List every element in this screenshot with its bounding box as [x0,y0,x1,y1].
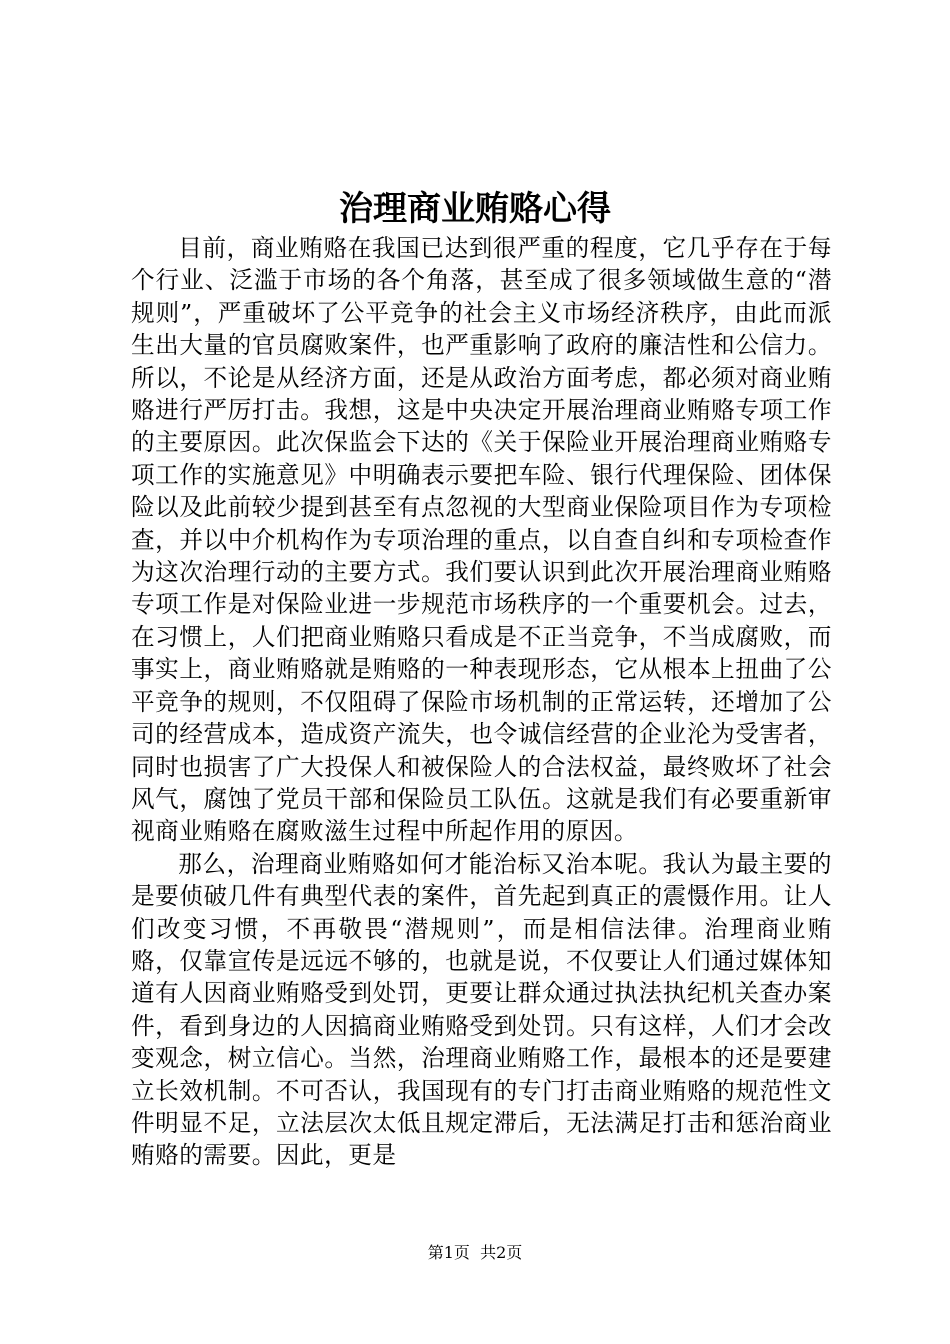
paragraph-1: 目前，商业贿赂在我国已达到很严重的程度，它几乎存在于每个行业、泛滥于市场的各个角落，甚至成了很多领域做生意的“潜规则”，严重破坏了公平竞争的社会主义市场经济秩序，由此而派生出大量的官员腐败案件，也严重影响了政府的廉洁性和公信力。所以，不论是从经济方面，还是从政治方面考虑，都必须对商业贿赂进行严厉打击。我想，这是中央决定开展治理商业贿赂专项工作的主要原因。此次保监会下达的《关于保险业开展治理商业贿赂专项工作的实施意见》中明确表示要把车险、银行代理保险、团体保险以及此前较少提到甚至有点忽视的大型商业保险项目作为专项检查，并以中介机构作为专项治理的重点，以自查自纠和专项检查作为这次治理行动的主要方式。我们要认识到此次开展治理商业贿赂专项工作是对保险业进一步规范市场秩序的一个重要机会。过去，在习惯上，人们把商业贿赂只看成是不正当竞争，不当成腐败，而事实上，商业贿赂就是贿赂的一种表现形态，它从根本上扭曲了公平竞争的规则，不仅阻碍了保险市场机制的正常运转，还增加了公司的经营成本，造成资产流失，也令诚信经营的企业沦为受害者，同时也损害了广大投保人和被保险人的合法权益，最终败坏了社会风气，腐蚀了党员干部和保险员工队伍。这就是我们有必要重新审视商业贿赂在腐败滋生过程中所起作用的原因。 [131,234,832,846]
document-title: 治理商业贿赂心得 [339,189,611,229]
paragraph-2: 那么，治理商业贿赂如何才能治标又治本呢。我认为最主要的是要侦破几件有典型代表的案件，首先起到真正的震慑作用。让人们改变习惯，不再敬畏“潜规则”，而是相信法律。治理商业贿赂，仅靠宣传是远远不够的，也就是说，不仅要让人们通过媒体知道有人因商业贿赂受到处罚，更要让群众通过执法执纪机关查办案件，看到身边的人因搞商业贿赂受到处罚。只有这样，人们才会改变观念，树立信心。当然，治理商业贿赂工作，最根本的还是要建立长效机制。不可否认，我国现有的专门打击商业贿赂的规范性文件明显不足，立法层次太低且规定滞后，无法满足打击和惩治商业贿赂的需要。因此，更是 [131,849,832,1170]
document-body [131,232,832,1172]
page-number: 第1页 [427,1243,470,1262]
page-footer [0,1242,950,1264]
page-total: 共2页 [480,1243,523,1262]
footer-separator [470,1243,480,1262]
